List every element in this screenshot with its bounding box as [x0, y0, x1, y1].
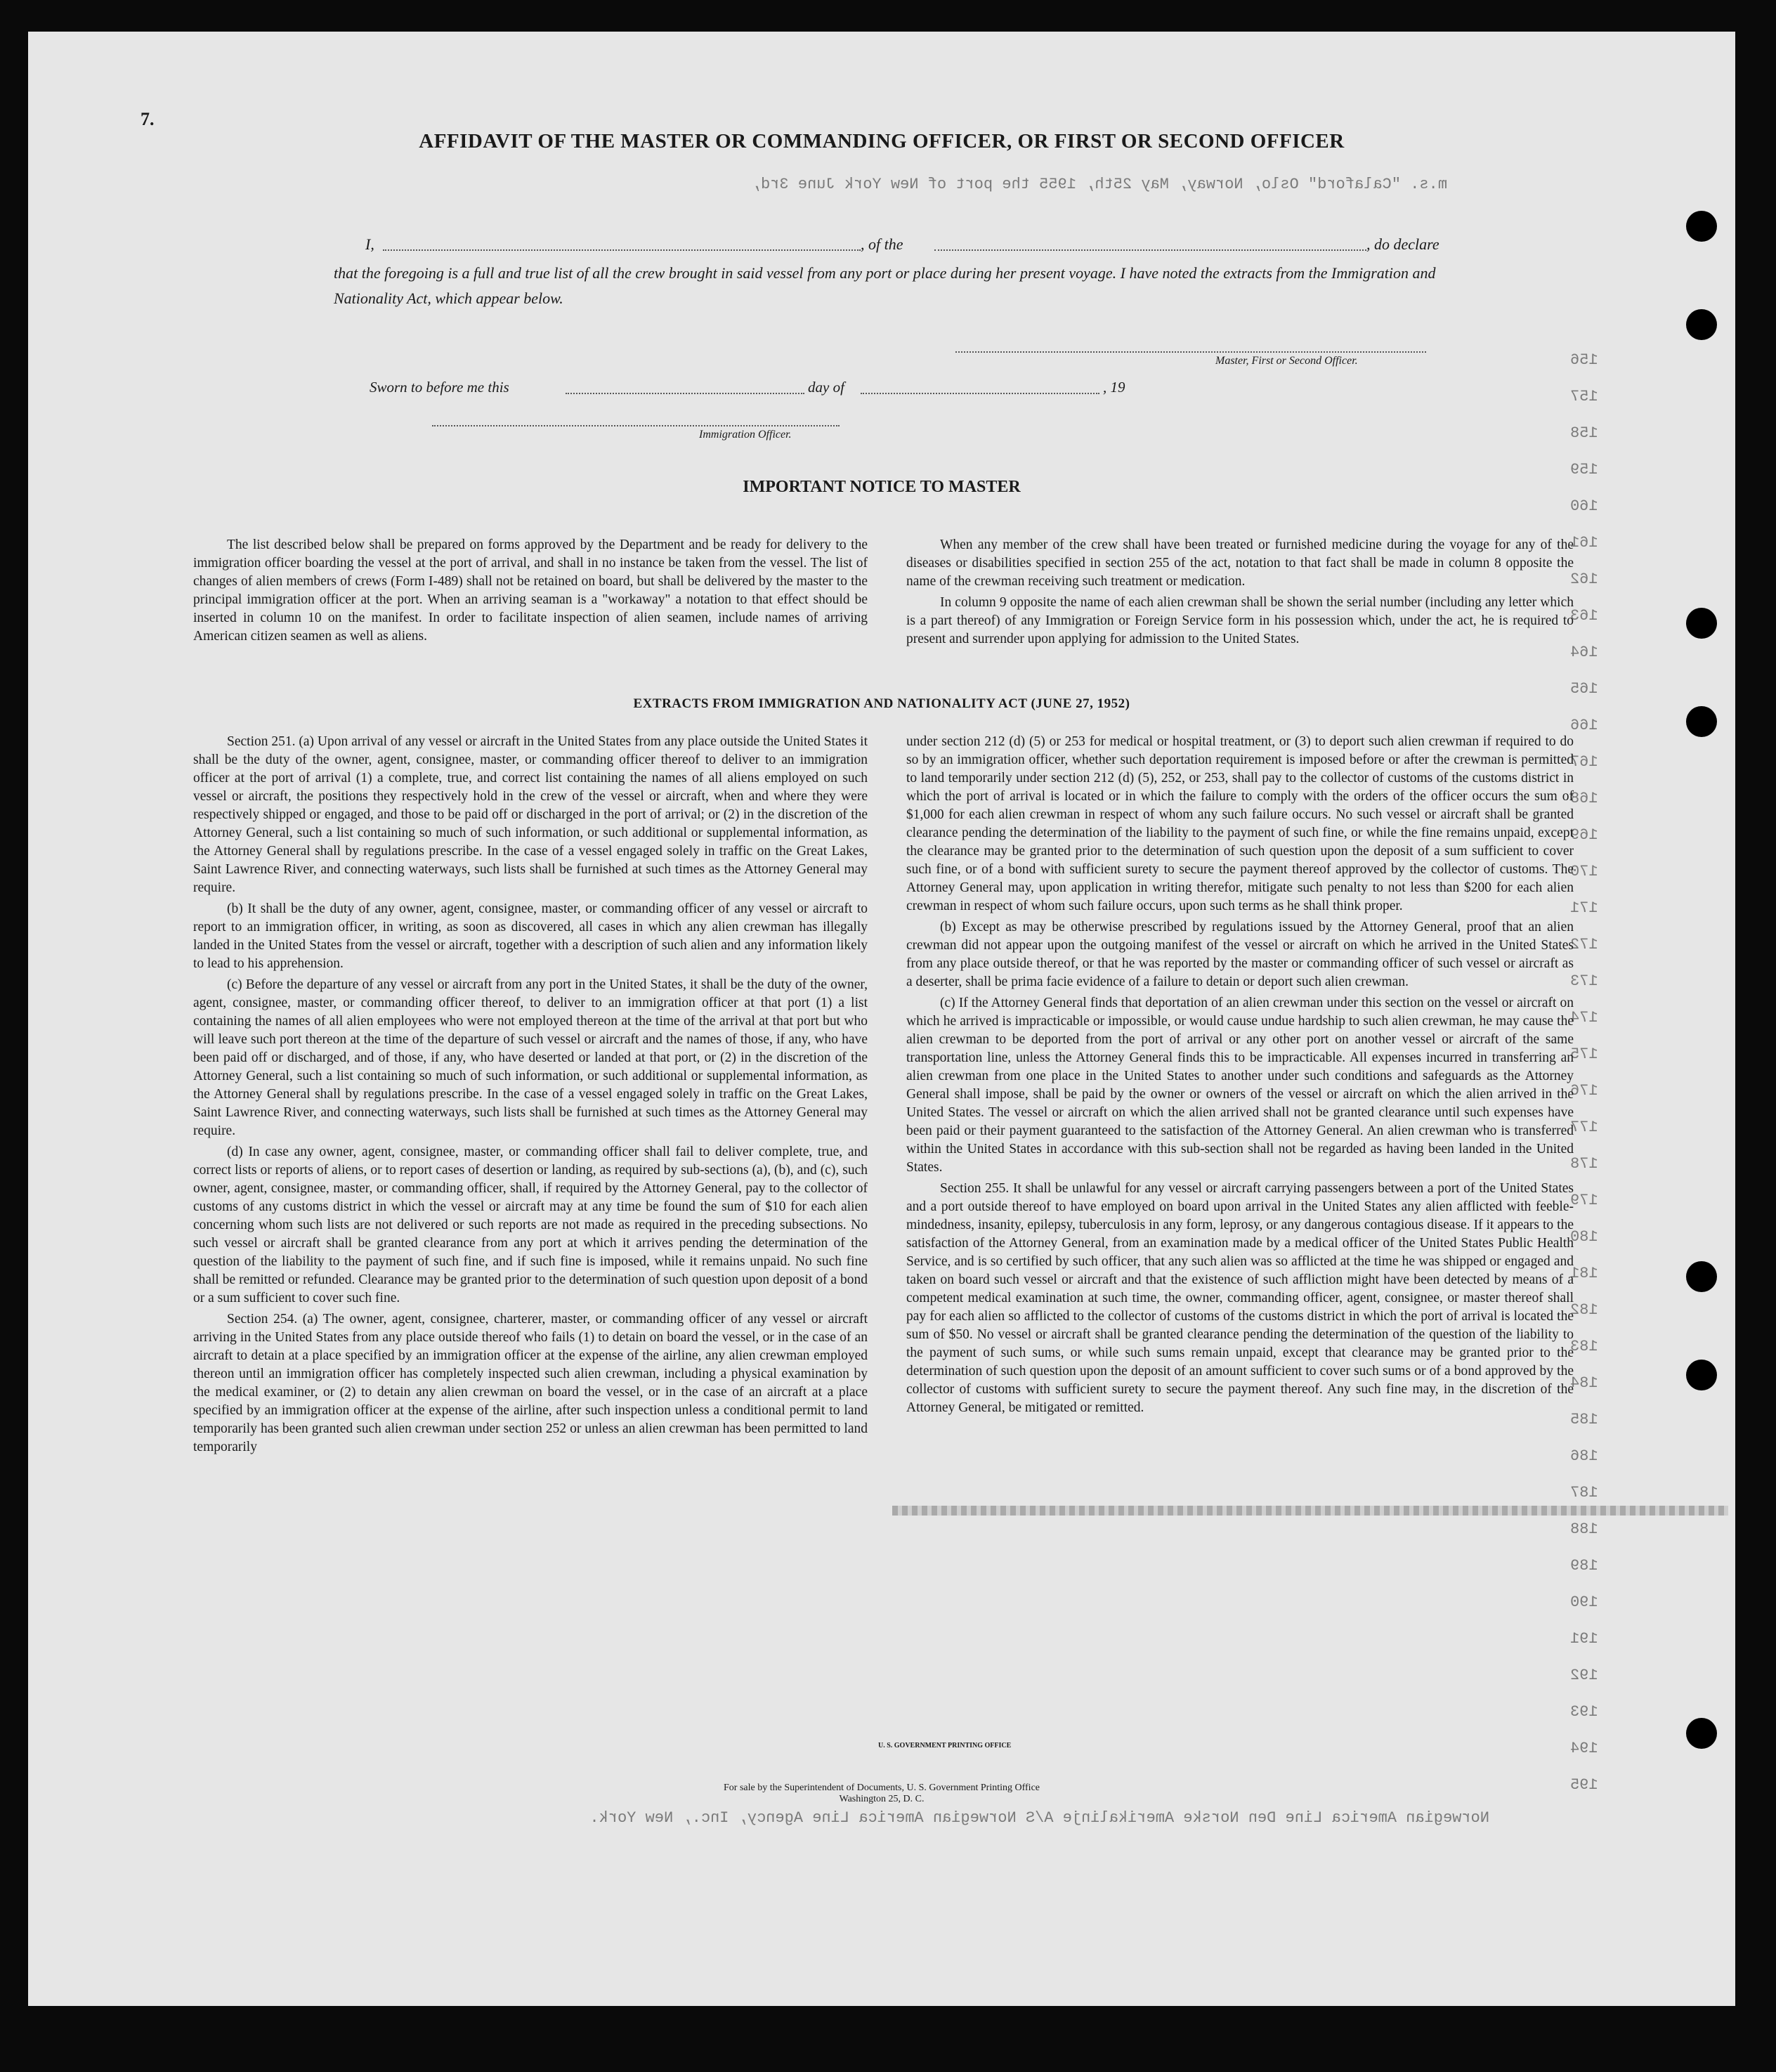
bleedthrough-row-number: 188: [1570, 1520, 1598, 1538]
footer-address-line: Washington 25, D. C.: [839, 1794, 925, 1804]
affidavit-title: AFFIDAVIT OF THE MASTER OR COMMANDING OFFICER, OR FIRST OR SECOND OFFICER: [419, 130, 1345, 152]
section-251d: (d) In case any owner, agent, consignee, master, or commanding officer shall fail to deliver complete, true, and correct lists or reports of aliens, or to report cases of desertion or landing, as required by sub-sections (a), (b), and (c), such owner, agent, consignee, master, or commanding officer, shall, if required by the Attorney General, pay to the collector of customs of any customs district in which the vessel or aircraft may at any time be found the sum of $10 for each alien concerning whom such lists are not delivered or such reports are not made as required in the preceding subsections. No such vessel or aircraft shall be granted clearance from any port at which it arrives pending the determination of the question of the liability to the payment of such fine, and if such fine is imposed, while it remains unpaid. No such fine shall be remitted or refunded. Clearance may be granted prior to the determination of such question upon deposit of a bond or a sum sufficient to cover such fine.: [193, 1145, 868, 1305]
manifest-page: [28, 32, 1735, 2006]
punch-hole: [1686, 608, 1717, 639]
bleedthrough-row-number: 190: [1570, 1594, 1598, 1611]
bleedthrough-row-number: 166: [1570, 717, 1598, 734]
bleedthrough-row-number: 160: [1570, 497, 1598, 515]
bleedthrough-row-number: 184: [1570, 1374, 1598, 1392]
punch-hole: [1686, 1360, 1717, 1390]
section-254c: (c) If the Attorney General finds that deportation of an alien crewman under this section on the vessel or aircraft on which he arrived is impracticable or impossible, or would cause undue hardship to such alien crewman, he may cause the alien crewman to be deported from the port of arrival or any other port on another vessel or aircraft of the same transportation line, unless the Attorney General finds this to be impracticable. All expenses incurred in transferring an alien crewman from one place in the United States to another under such conditions and safeguards as the Attorney General shall impose, shall be paid by the owner or owners of the vessel or aircraft on which the alien arrived in the United States. The vessel or aircraft on which the alien arrived shall not be granted clearance until such expenses have been paid or their payment guaranteed to the satisfaction of the Attorney General. An alien crewman who is transferred within the United States in accordance with this sub-section shall not be regarded as having been landed in the United States.: [906, 996, 1574, 1175]
bleedthrough-top-line: m.s. "Calaford" Oslo, Norway, May 25th, 1955 the port of New York June 3rd,: [751, 176, 1447, 193]
bleedthrough-row-number: 182: [1570, 1301, 1598, 1319]
bleedthrough-row-number: 194: [1570, 1740, 1598, 1757]
affidavit-statement: that the foregoing is a full and true list of all the crew brought in said vessel from any port or place during her present voyage. I have noted the extracts from the Immigration and Nationality Act, which appear below.: [334, 264, 1436, 307]
bleedthrough-row-number: 170: [1570, 863, 1598, 880]
sworn-month-line[interactable]: [861, 393, 1099, 394]
bleedthrough-row-number: 186: [1570, 1447, 1598, 1465]
bleedthrough-row-number: 172: [1570, 936, 1598, 953]
master-signature-line[interactable]: [955, 351, 1426, 353]
bleedthrough-row-number: 192: [1570, 1667, 1598, 1684]
bleedthrough-row-number: 156: [1570, 351, 1598, 369]
sworn-day-of: day of: [808, 379, 844, 396]
bleedthrough-row-number: 181: [1570, 1265, 1598, 1282]
punch-hole: [1686, 309, 1717, 340]
immigration-officer-line[interactable]: [432, 425, 840, 426]
bleedthrough-row-number: 159: [1570, 461, 1598, 478]
section-251a: Section 251. (a) Upon arrival of any vessel or aircraft in the United States from any place outside the United States it shall be the duty of the owner, agent, consignee, master, or commanding officer thereof to deliver to an immigration officer at the port of arrival (1) a complete, true, and correct list containing the names of all aliens employed on such vessel or aircraft, the positions they respectively hold in the crew of the vessel or aircraft, when and where they were respectively shipped or engaged, and those to be paid off or discharged in the port of arrival; or (2) in the discretion of the Attorney General, such a list containing so much of such information, or such additional or supplemental information, as the Attorney General shall by regulations prescribe. In the case of a vessel engaged solely in traffic on the Great Lakes, Saint Lawrence River, and connecting waterways, such lists shall be furnished at such times as the Attorney General may require.: [193, 734, 868, 895]
notice-left-paragraph: The list described below shall be prepared on forms approved by the Department and be ready for delivery to the immigration officer boarding the vessel at the port of arrival, and shall in no instance be taken from the vessel. The list of changes of alien members of crews (Form I-489) shall not be retained on board, but shall be delivered by the master to the principal immigration officer at the port. When an arriving seaman is a "workaway" a notation to that effect should be inserted in column 10 on the manifest. In order to facilitate inspection of alien seamen, include names of arriving American citizen seamen as well as aliens.: [193, 537, 868, 644]
bleedthrough-row-number: 183: [1570, 1338, 1598, 1355]
sworn-prefix: Sworn to before me this: [370, 379, 509, 396]
bleedthrough-row-number: 164: [1570, 644, 1598, 661]
extracts-heading: EXTRACTS FROM IMMIGRATION AND NATIONALITY ACT (JUNE 27, 1952): [633, 696, 1130, 711]
bleedthrough-row-number: 178: [1570, 1155, 1598, 1173]
bleedthrough-row-number: 161: [1570, 534, 1598, 552]
bleedthrough-row-number: 158: [1570, 424, 1598, 442]
punch-hole: [1686, 1718, 1717, 1749]
bleedthrough-row-number: 165: [1570, 680, 1598, 698]
bleedthrough-row-number: 174: [1570, 1009, 1598, 1027]
bleedthrough-row-number: 195: [1570, 1776, 1598, 1794]
section-255: Section 255. It shall be unlawful for any vessel or aircraft carrying passengers between a port of the United States and a port outside thereof to have employed on board upon arrival in the United States any alien afflicted with feeble-mindedness, insanity, epilepsy, tuberculosis in any form, leprosy, or any dangerous contagious disease. If it appears to the satisfaction of the Attorney General, from an examination made by a medical officer of the United States Public Health Service, and is so certified by such officer, that any such alien was so afflicted at the time he was shipped or engaged and taken on board such vessel or aircraft and that the existence of such affliction might have been detected by means of a competent medical examination at such time, the owner, commanding officer, agent, consignee, or master thereof shall pay for each alien so afflicted to the collector of customs of the customs district in which the port of arrival is located the sum of $50. No vessel or aircraft shall be granted clearance pending the determination of the question of the liability to the payment of such sums, or while such sums remain unpaid, except that clearance may be granted prior to the determination of such question upon the deposit of an amount sufficient to cover such sums or of a bond approved by the collector of customs with sufficient surety to secure the payment thereof. Any such fine may, in the discretion of the Attorney General, be mitigated or remitted.: [906, 1181, 1574, 1415]
vessel-name-line[interactable]: [934, 249, 1366, 251]
punch-hole: [1686, 211, 1717, 242]
bleedthrough-row-number: 173: [1570, 972, 1598, 990]
i-label: I,: [365, 235, 374, 253]
section-254b: (b) Except as may be otherwise prescribed by regulations issued by the Attorney General, proof that an alien crewman did not appear upon the outgoing manifest of the vessel or aircraft on which he arrived in the United States from any place outside thereof, or that he was reported by the master or commanding officer of such vessel or aircraft as a deserter, shall be prima facie evidence of a failure to detain or deport such alien crewman.: [906, 920, 1574, 989]
bleedthrough-row-number: 157: [1570, 388, 1598, 405]
notice-right-paragraph: In column 9 opposite the name of each alien crewman shall be shown the serial number (including any letter which is a part thereof) of any Immigration or Foreign Service form in his possession which, under the act, he is required to present and surrender upon applying for admission to the United States.: [906, 595, 1574, 646]
immigration-caption: Immigration Officer.: [699, 429, 792, 441]
bleedthrough-row-number: 193: [1570, 1703, 1598, 1721]
bleedthrough-row-number: 163: [1570, 607, 1598, 625]
bleedthrough-row-number: 185: [1570, 1411, 1598, 1428]
bleedthrough-row-number: 167: [1570, 753, 1598, 771]
section-254a-continued: under section 212 (d) (5) or 253 for medical or hospital treatment, or (3) to deport such alien crewman if required to do so by an immigration officer, whether such deportation requirement is imposed before or after the crewman is permitted to land temporarily under section 212 (d) (5), 252, or 253, shall pay to the collector of customs of the customs district in which the port of arrival is located or in which the failure to comply with the orders of the officer occurs the sum of $1,000 for each alien crewman in respect of whom any such failure occurs. No such vessel or aircraft shall be granted clearance pending the determination of the liability to the payment of such fine, or while the fine remains unpaid, except the clearance may be granted prior to the determination of such question upon the deposit of a sum sufficient to cover such fine, or of a bond with sufficient surety to secure the payment thereof approved by the collector of customs. The Attorney General may, upon application in writing therefor, mitigate such penalty to not less than $200 for each alien crewman in respect of whom such failure occurs, upon such terms as he shall think proper.: [906, 734, 1574, 913]
master-caption: Master, First or Second Officer.: [1215, 355, 1358, 367]
bleedthrough-row-number: 162: [1570, 571, 1598, 588]
sworn-date-line[interactable]: [566, 393, 804, 394]
gpo-imprint: U. S. GOVERNMENT PRINTING OFFICE: [878, 1742, 1012, 1750]
page-corner-mark: 7.: [141, 109, 155, 129]
bleedthrough-row-number: 180: [1570, 1228, 1598, 1246]
bleedthrough-bottom-line: Norwegian America Line Den Norske Amerikalinje A/S Norwegian America Line Agency, Inc., New York.: [589, 1809, 1489, 1827]
of-the-label: , of the: [861, 235, 903, 253]
bleedthrough-row-number: 177: [1570, 1119, 1598, 1136]
bleedthrough-row-number: 171: [1570, 899, 1598, 917]
bleedthrough-row-number: 176: [1570, 1082, 1598, 1100]
notice-left-column: [193, 536, 868, 646]
punch-hole: [1686, 1261, 1717, 1292]
scan-smear-artifact: [892, 1506, 1728, 1516]
bleedthrough-row-number: 179: [1570, 1192, 1598, 1209]
notice-right-paragraph: When any member of the crew shall have been treated or furnished medicine during the voyage for any of the diseases or disabilities specified in section 255 of the act, notation to that fact shall be made in column 8 opposite the name of the crewman receiving such treatment or medication.: [906, 537, 1574, 589]
extracts-right-column: [906, 733, 1574, 1417]
do-declare-label: , do declare: [1366, 235, 1439, 253]
section-251c: (c) Before the departure of any vessel or aircraft from any port in the United States, it shall be the duty of the owner, agent, consignee, master, or commanding officer thereof, to deliver to an immigration officer at that port (1) a list containing the names of all alien employees who were not employed thereon at the time of the arrival at that port but who will leave such port thereon at the time of the departure of such vessel or aircraft and the names of those, if any, who have been paid off or discharged, and of those, if any, who have deserted or landed at that port, or (2) in the discretion of the Attorney General, such a list containing so much of such information, or such additional or supplemental information, as the Attorney General shall by regulations prescribe. In the case of a vessel engaged solely in traffic on the Great Lakes, Saint Lawrence River, and connecting waterways, such lists shall be furnished at such times as the Attorney General may require.: [193, 977, 868, 1138]
bleedthrough-row-number: 168: [1570, 790, 1598, 807]
punch-hole: [1686, 706, 1717, 737]
notice-right-column: [906, 536, 1574, 649]
bleedthrough-row-number: 189: [1570, 1557, 1598, 1575]
sworn-year: , 19: [1103, 379, 1125, 396]
notice-heading: IMPORTANT NOTICE TO MASTER: [743, 478, 1021, 496]
footer-sale-line: For sale by the Superintendent of Documents, U. S. Government Printing Office: [724, 1783, 1040, 1793]
section-251b: (b) It shall be the duty of any owner, agent, consignee, master, or commanding officer of any vessel or aircraft to report to an immigration officer, in writing, as soon as discovered, all cases in which any alien crewman has illegally landed in the United States from the vessel or aircraft, together with a description of such alien and any information likely to lead to his apprehension.: [193, 901, 868, 971]
bleedthrough-row-number: 169: [1570, 826, 1598, 844]
bleedthrough-row-number: 175: [1570, 1045, 1598, 1063]
master-name-line[interactable]: [383, 249, 861, 251]
extracts-left-column: [193, 733, 868, 1457]
bleedthrough-row-number: 191: [1570, 1630, 1598, 1648]
section-254a: Section 254. (a) The owner, agent, consignee, charterer, master, or commanding officer of any vessel or aircraft arriving in the United States from any place outside thereof who fails (1) to detain on board the vessel, or in the case of an aircraft to detain at a place specified by an immigration officer at the expense of the airline, any alien crewman employed thereon until an immigration officer has completely inspected such alien crewman, including a physical examination by the medical examiner, or (2) to detain any alien crewman on board the vessel, or in the case of an aircraft at a place specified by an immigration officer at the expense of the airline, after such inspection unless a conditional permit to land temporarily has been granted such alien crewman under section 252 or unless an alien crewman has been permitted to land temporarily: [193, 1312, 868, 1454]
bleedthrough-row-number: 187: [1570, 1484, 1598, 1501]
